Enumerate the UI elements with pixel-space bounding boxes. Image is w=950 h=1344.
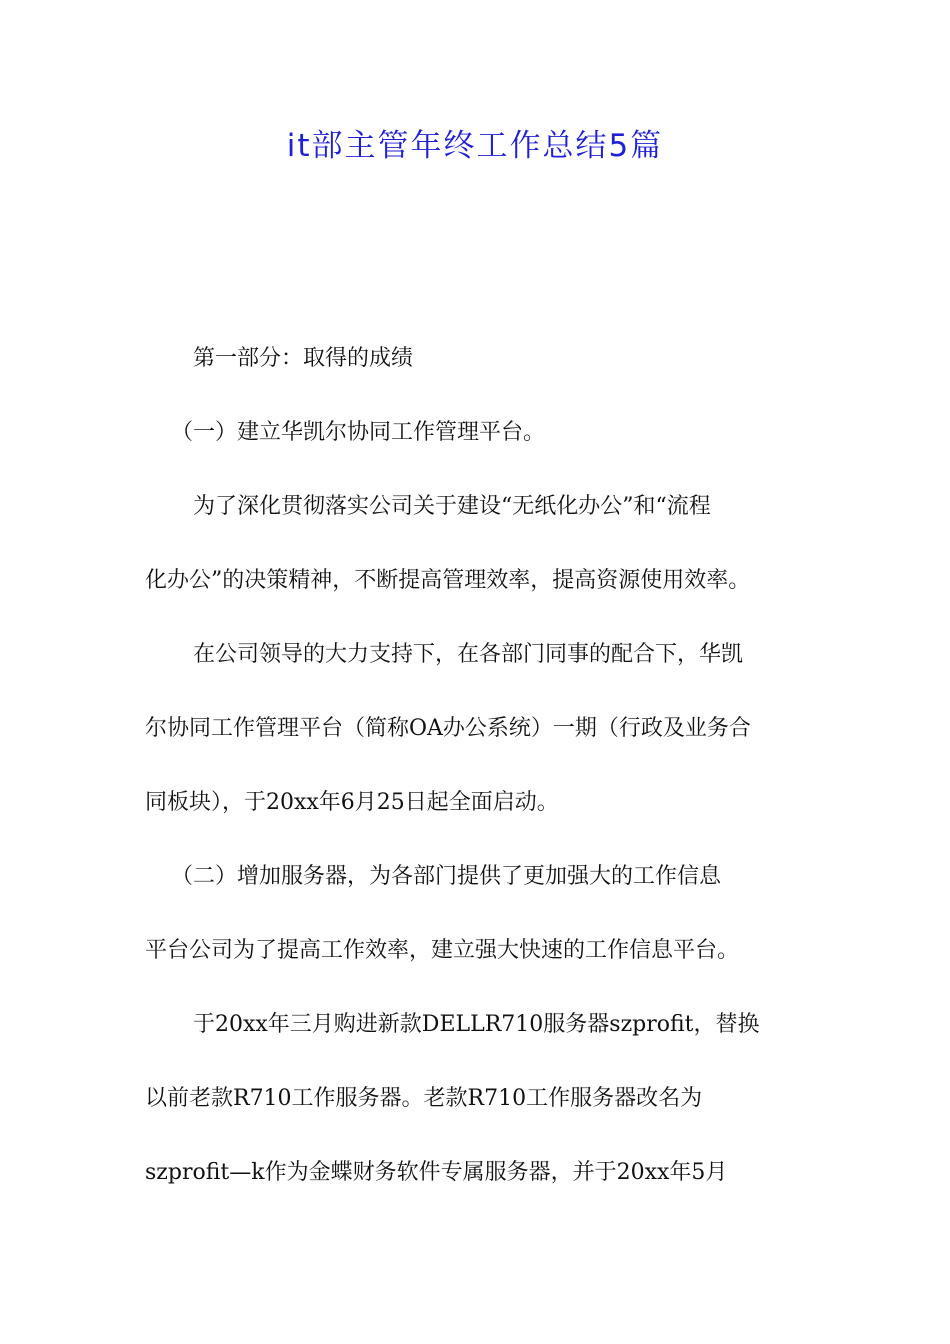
paragraph-line: 于20xx年三月购进新款DELLR710服务器szprofit，替换	[193, 1012, 760, 1037]
paragraph-line: 同板块），于20xx年6月25日起全面启动。	[145, 790, 559, 815]
paragraph-line: 尔协同工作管理平台（简称OA办公系统）一期（行政及业务合	[145, 716, 751, 741]
paragraph-line: 化办公”的决策精神，不断提高管理效率，提高资源使用效率。	[145, 568, 751, 593]
subsection-heading: （二）增加服务器，为各部门提供了更加强大的工作信息	[171, 864, 722, 889]
paragraph-line: szprofit—k作为金蝶财务软件专属服务器，并于20xx年5月	[145, 1160, 728, 1185]
paragraph-line: 平台公司为了提高工作效率，建立强大快速的工作信息平台。	[145, 938, 740, 963]
subsection-heading: （一）建立华凯尔协同工作管理平台。	[171, 420, 546, 445]
paragraph-line: 为了深化贯彻落实公司关于建设“无纸化办公”和“流程	[193, 494, 711, 519]
section-heading: 第一部分：取得的成绩	[193, 346, 414, 371]
paragraph-line: 在公司领导的大力支持下，在各部门同事的配合下，华凯	[193, 642, 744, 667]
document-title: it部主管年终工作总结5篇	[286, 128, 664, 164]
paragraph-line: 以前老款R710工作服务器。老款R710工作服务器改名为	[145, 1086, 703, 1111]
document-body	[145, 336, 805, 1224]
